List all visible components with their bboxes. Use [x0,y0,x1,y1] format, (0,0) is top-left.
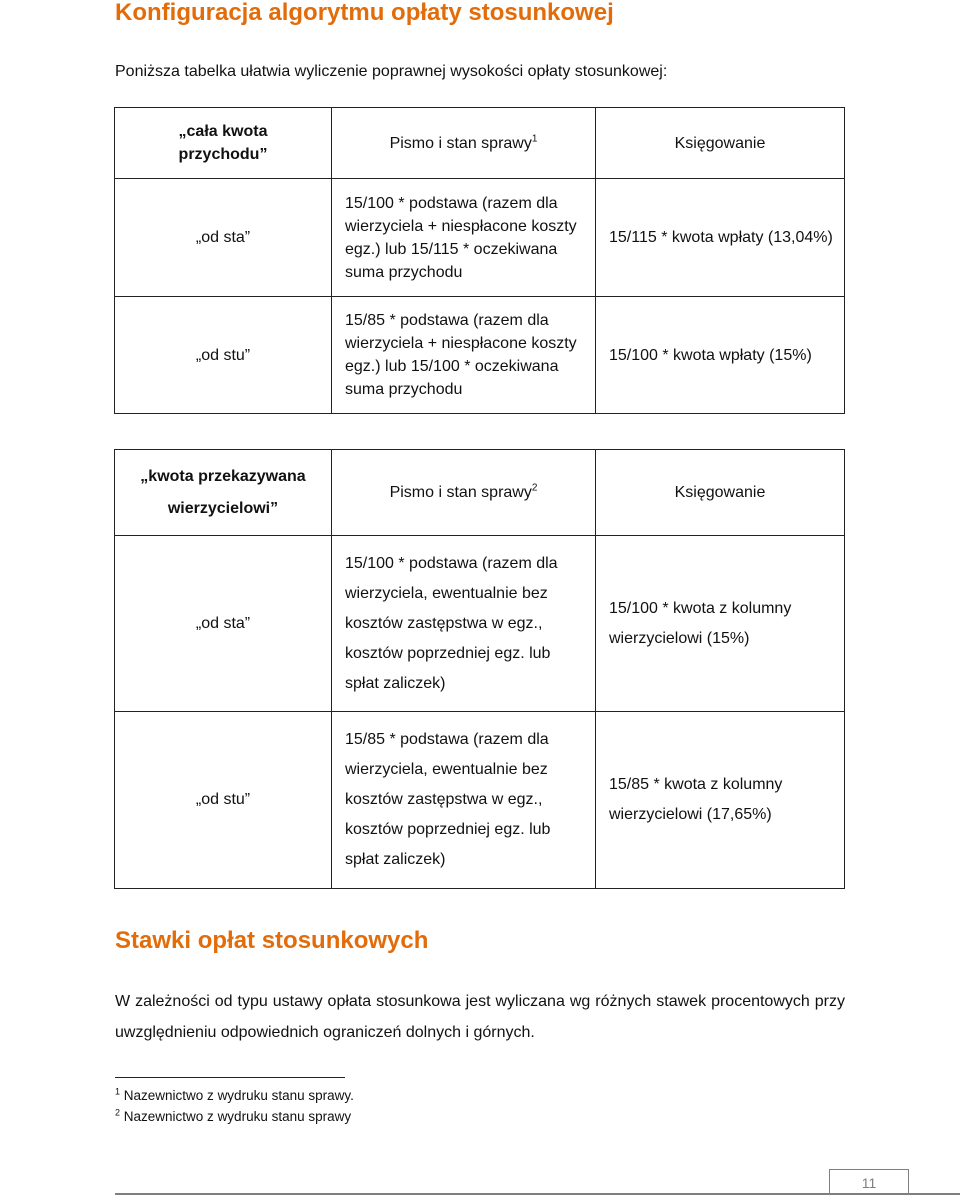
fee-table-creditor [114,449,845,889]
fee-table-revenue [114,107,845,414]
table-cell: „od sta” [115,179,332,297]
table-cell: 15/100 * kwota z kolumny wierzycielowi (15%) [596,536,845,712]
section-title: Stawki opłat stosunkowych [115,927,429,954]
footnote-mark: 1 [115,1086,121,1097]
header-cell: „kwota przekazywana wierzycielowi” [115,450,332,536]
table-cell: „od stu” [115,297,332,414]
header-cell: Pismo i stan sprawy$^1$ [332,108,596,179]
page-footer-line [115,1193,960,1195]
table-cell: „od sta” [115,536,332,712]
table-cell: 15/100 * podstawa (razem dla wierzyciela, ewentualnie bez kosztów zastępstwa w egz., kosztów poprzedniej egz. lub spłat zaliczek) [332,536,596,712]
table-cell: 15/85 * podstawa (razem dla wierzyciela, ewentualnie bez kosztów zastępstwa w egz., kosztów poprzedniej egz. lub spłat zaliczek) [332,712,596,889]
footnote: $^1$ Nazewnictwo z wydruku stanu sprawy. [115,1086,354,1103]
intro-text: Poniższa tabelka ułatwia wyliczenie poprawnej wysokości opłaty stosunkowej: [115,63,668,80]
footnote-mark: 2 [115,1107,121,1118]
footnote: $^2$ Nazewnictwo z wydruku stanu sprawy [115,1107,352,1124]
table-cell: „od stu” [115,712,332,889]
footnote-separator [115,1077,345,1078]
header-cell: „cała kwota przychodu” [115,108,332,179]
table-cell: 15/85 * podstawa (razem dla wierzyciela + niespłacone koszty egz.) lub 15/100 * oczekiwana suma przychodu [332,297,596,414]
table-cell: 15/85 * kwota z kolumny wierzycielowi (17,65%) [596,712,845,889]
header-cell: Pismo i stan sprawy$^2$ [332,450,596,536]
body-paragraph: W zależności od typu ustawy opłata stosunkowa jest wyliczana wg różnych stawek procentowych przy uwzględnieniu odpowiednich ograniczeń dolnych i górnych. [115,993,845,1041]
page-title: Konfiguracja algorytmu opłaty stosunkowej [115,0,614,26]
table-row [115,179,845,297]
header-cell: Księgowanie [596,108,845,179]
footnote-ref: 2 [531,482,538,494]
header-cell: Księgowanie [596,450,845,536]
table-header-row [115,108,845,179]
page-number: 11 [829,1169,909,1194]
table-cell: 15/100 * podstawa (razem dla wierzyciela + niespłacone koszty egz.) lub 15/115 * oczekiwana suma przychodu [332,179,596,297]
table-row [115,536,845,712]
table-row [115,297,845,414]
footnote-ref: 1 [531,133,538,145]
table-cell: 15/115 * kwota wpłaty (13,04%) [596,179,845,297]
table-cell: 15/100 * kwota wpłaty (15%) [596,297,845,414]
table-header-row [115,450,845,536]
table-row [115,712,845,889]
